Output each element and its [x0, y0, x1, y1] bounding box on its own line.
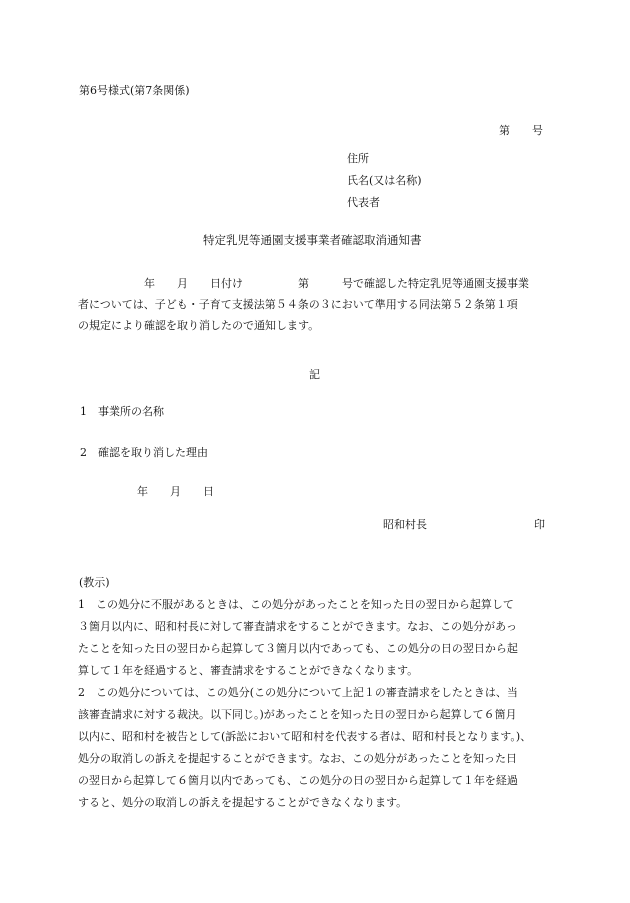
note-line: 1 この処分に不服があるときは、この処分があったことを知った日の翌日から起算して: [78, 598, 514, 611]
note-line: たことを知った日の翌日から起算して３箇月以内であっても、この処分の日の翌日から起: [78, 642, 518, 655]
notes-heading: (教示): [79, 576, 110, 589]
item-facility-name: 1 事業所の名称: [80, 405, 164, 418]
body-line: の規定により確認を取り消したので通知します。: [78, 319, 320, 332]
note-line: すると、処分の取消しの訴えを提起することができなくなります。: [78, 796, 408, 809]
note-line: 2 この処分については、この処分(この処分について上記１の審査請求をしたときは、当: [78, 686, 518, 699]
body-paragraph: [78, 275, 548, 335]
address-line-representative: 代表者: [347, 196, 380, 209]
note-line: 以内に、昭和村を被告として(訴訟において昭和村を代表する者は、昭和村長となります。)、: [78, 730, 532, 743]
form-label: 第6号様式(第7条関係): [79, 84, 190, 97]
note-line: 算して１年を経過すると、審査請求をすることができなくなります。: [78, 664, 419, 677]
note-line: 処分の取消しの訴えを提起することができます。なお、この処分があったことを知った日: [78, 752, 518, 765]
item-revocation-reason: 2 確認を取り消した理由: [80, 446, 208, 459]
address-line-address: 住所: [347, 152, 369, 165]
seal-mark: 印: [534, 518, 545, 531]
date-line: 年 月 日: [137, 485, 214, 498]
note-line: の翌日から起算して６箇月以内であっても、この処分の日の翌日から起算して１年を経過: [78, 774, 518, 787]
body-line: 年 月 日付け 第 号で確認した特定乳児等通園支援事業: [78, 277, 529, 290]
document-number: 第 号: [499, 124, 543, 137]
body-line: 者については、子ども・子育て支援法第５４条の３において準用する同法第５２条第１項: [78, 298, 518, 311]
document-title: 特定乳児等通園支援事業者確認取消通知書: [203, 233, 422, 247]
note-line: 該審査請求に対する裁決。以下同じ。)があったことを知った日の翌日から起算して６箇月: [78, 708, 517, 721]
mayor-signature: 昭和村長: [383, 518, 427, 531]
note-line: ３箇月以内に、昭和村長に対して審査請求をすることができます。なお、この処分があっ: [78, 620, 518, 633]
address-line-name: 氏名(又は名称): [347, 174, 422, 187]
ki-heading: 記: [309, 368, 320, 381]
